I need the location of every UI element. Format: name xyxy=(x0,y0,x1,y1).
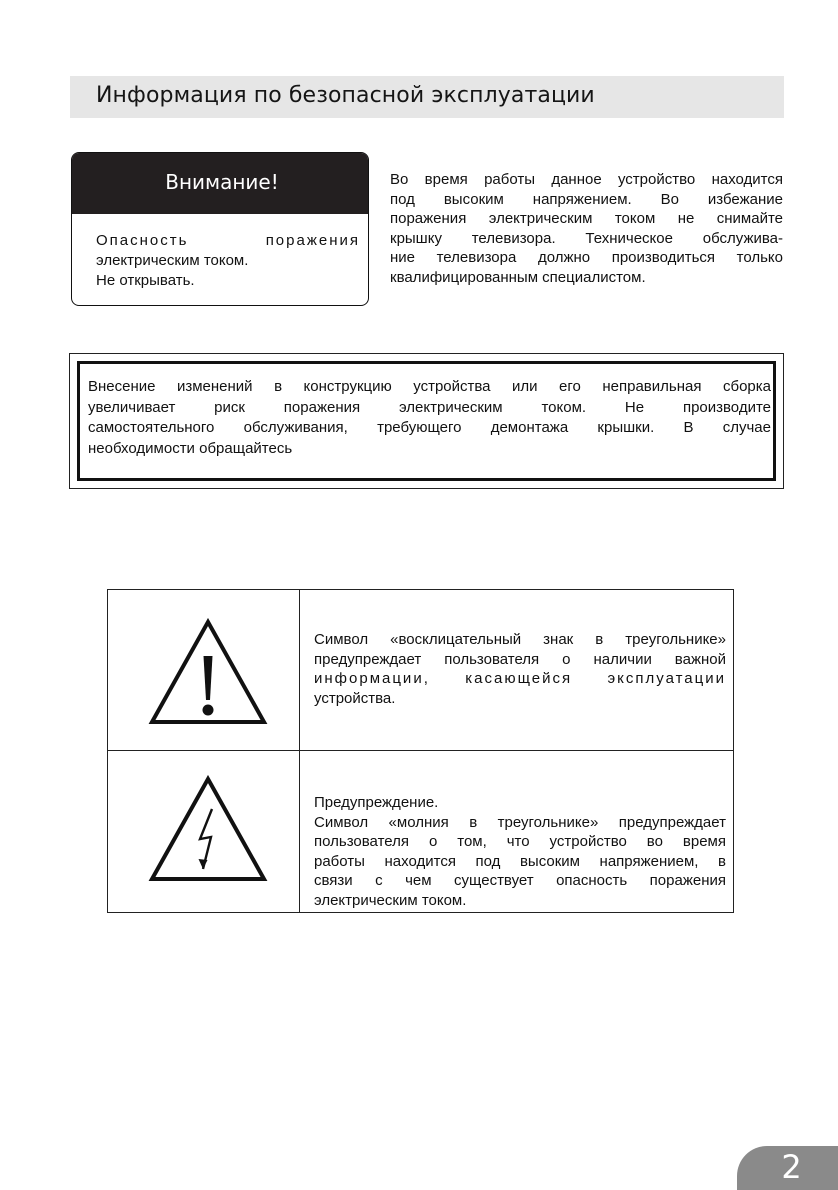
section-title: Информация по безопасной эксплуатации xyxy=(96,83,595,108)
warning-card xyxy=(71,152,369,306)
notice-box xyxy=(69,353,784,489)
warning-line: Опасность поражения xyxy=(96,232,360,249)
symbol-line: Предупреждение. xyxy=(314,794,439,811)
notice-line: самостоятельного обслуживания, требующего демонтажа крышки. В случае xyxy=(88,419,771,436)
symbol-line: Символ «восклицательный знак в треугольнике» xyxy=(314,631,726,648)
intro-line: квалифицированным специалистом. xyxy=(390,268,646,286)
symbol-row xyxy=(108,590,733,751)
notice-line: необходимости обращайтесь xyxy=(88,439,293,457)
symbol-line: связи с чем существует опасность поражения xyxy=(314,872,726,889)
page-number-tab xyxy=(737,1146,838,1190)
intro-line: под высоким напряжением. Во избежание xyxy=(390,190,783,208)
section-header xyxy=(70,76,784,118)
symbol-line: предупреждает пользователя о наличии важной xyxy=(314,650,726,668)
symbol-line: электрическим током. xyxy=(314,891,467,909)
symbol-row xyxy=(108,751,733,913)
notice-text xyxy=(88,377,771,459)
lightning-triangle-icon xyxy=(148,775,268,883)
intro-line: Во время работы данное устройство находится xyxy=(390,171,783,188)
symbol-line: пользователя о том, что устройство во время xyxy=(314,833,726,850)
symbol-icon-cell xyxy=(108,751,300,913)
symbol-description xyxy=(314,630,726,708)
warning-heading: Внимание! xyxy=(165,170,279,194)
warning-header xyxy=(72,153,368,214)
symbol-line: информации, касающейся эксплуатации xyxy=(314,670,726,687)
exclamation-triangle-icon xyxy=(148,618,268,726)
symbol-table xyxy=(107,589,734,913)
symbol-line: Символ «молния в треугольнике» предупреждает xyxy=(314,813,726,831)
notice-line: Внесение изменений в конструкцию устройства или его неправильная сборка xyxy=(88,378,771,395)
intro-line: ние телевизора должно производиться только xyxy=(390,249,783,266)
symbol-description xyxy=(314,793,726,910)
symbol-icon-cell xyxy=(108,590,300,750)
symbol-line: устройства. xyxy=(314,689,396,707)
warning-line: электрическим током. xyxy=(96,252,249,269)
intro-line: крышку телевизора. Техническое обслужива- xyxy=(390,229,783,247)
page-number: 2 xyxy=(781,1148,802,1186)
notice-inner-frame xyxy=(77,361,776,481)
intro-line: поражения электрическим током не снимайте xyxy=(390,210,783,227)
notice-line: увеличивает риск поражения электрическим током. Не производите xyxy=(88,398,771,416)
warning-body xyxy=(96,231,360,291)
warning-line: Не открывать. xyxy=(96,272,195,289)
symbol-line: работы находится под высоким напряжением, в xyxy=(314,852,726,870)
intro-paragraph xyxy=(390,170,783,287)
